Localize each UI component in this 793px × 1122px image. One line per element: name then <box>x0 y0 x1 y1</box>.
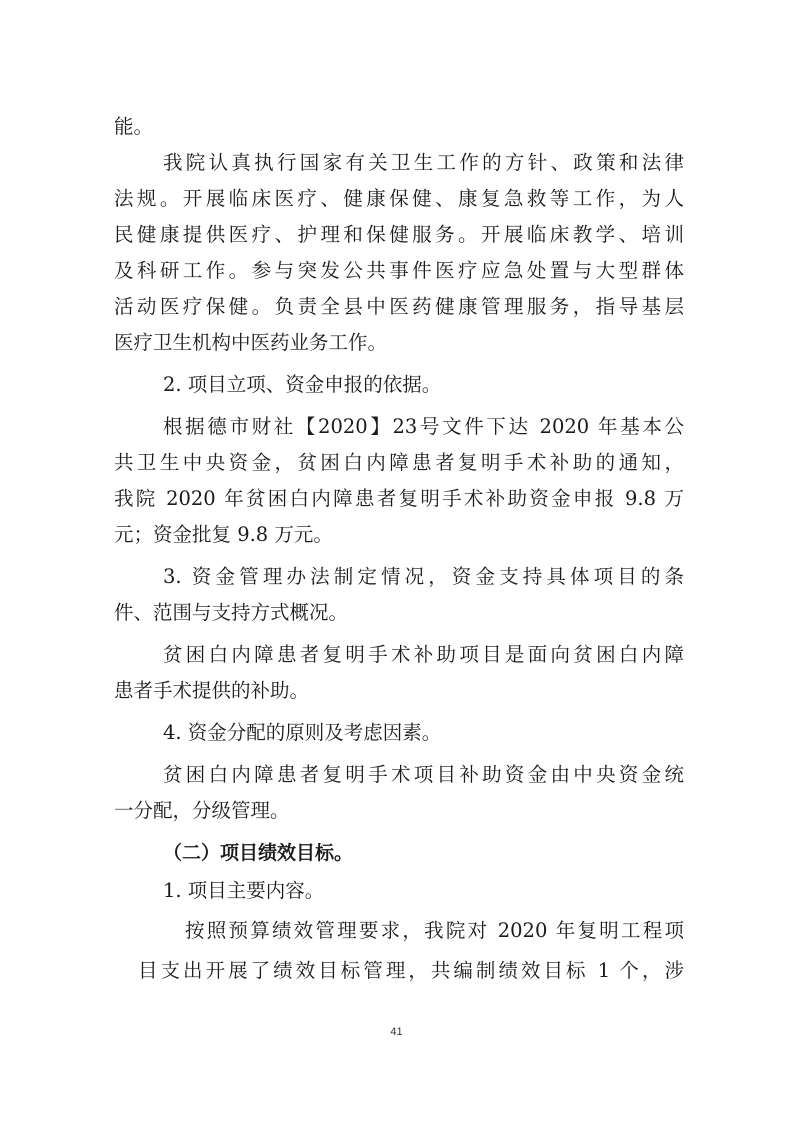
paragraph-line: 根据德市财社【2020】23号文件下达 2020 年基本公 <box>163 415 684 438</box>
paragraph-line: 我院认真执行国家有关卫生工作的方针、政策和法律 <box>163 151 684 174</box>
section-heading-1: 1. 项目主要内容。 <box>163 879 325 902</box>
paragraph-line: 贫困白内障患者复明手术补助项目是面向贫困白内障 <box>163 643 684 666</box>
section-heading-project-goals: （二）项目绩效目标。 <box>163 842 354 864</box>
paragraph-line: 医疗卫生机构中医药业务工作。 <box>114 331 388 354</box>
paragraph-line: 一分配，分级管理。 <box>114 799 290 822</box>
section-heading-3: 3. 资金管理办法制定情况，资金支持具体项目的条 <box>163 565 684 588</box>
paragraph-line: 民健康提供医疗、护理和保健服务。开展临床教学、培训 <box>114 223 684 246</box>
paragraph-line: 我院 2020 年贫困白内障患者复明手术补助资金申报 9.8 万 <box>114 487 684 510</box>
paragraph-line: 目支出开展了绩效目标管理，共编制绩效目标 1 个，涉 <box>138 959 684 982</box>
paragraph-line: 活动医疗保健。负责全县中医药健康管理服务，指导基层 <box>114 295 684 318</box>
section-heading-2: 2. 项目立项、资金申报的依据。 <box>163 373 442 396</box>
paragraph-line: 患者手术提供的补助。 <box>114 679 310 702</box>
paragraph-line: 按照预算绩效管理要求，我院对 2020 年复明工程项 <box>185 919 684 942</box>
section-heading-4: 4. 资金分配的原则及考虑因素。 <box>163 721 442 744</box>
paragraph-line: 及科研工作。参与突发公共事件医疗应急处置与大型群体 <box>114 259 684 282</box>
page-number: 41 <box>390 1026 403 1038</box>
paragraph-line: 元；资金批复 9.8 万元。 <box>114 523 333 546</box>
paragraph-line: 贫困白内障患者复明手术项目补助资金由中央资金统 <box>163 763 684 786</box>
paragraph-line: 件、范围与支持方式概况。 <box>114 601 349 624</box>
paragraph-line: 法规。开展临床医疗、健康保健、康复急救等工作，为人 <box>114 187 684 210</box>
paragraph-line: 共卫生中央资金，贫困白内障患者复明手术补助的通知， <box>114 451 684 474</box>
paragraph-line: 能。 <box>114 115 154 138</box>
